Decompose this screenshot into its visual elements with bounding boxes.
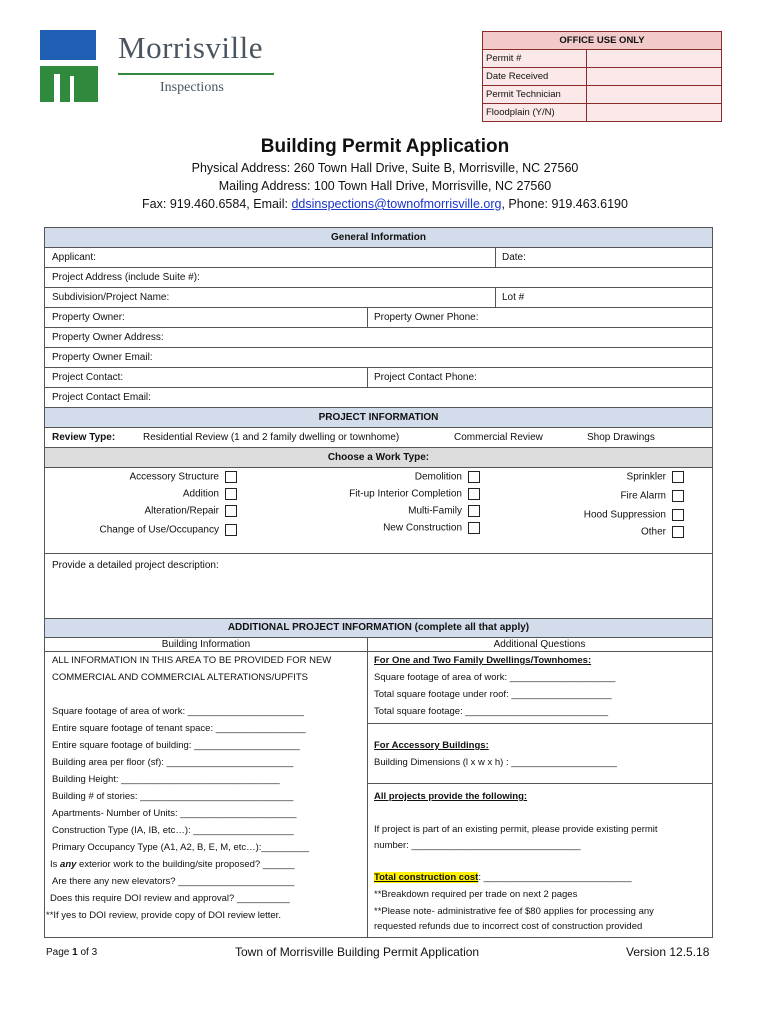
r-sq-work-field[interactable]: Square footage of area of work: ____________________ (374, 672, 616, 683)
checkbox[interactable] (672, 509, 684, 521)
work-label: Alteration/Repair (144, 505, 219, 517)
construction-cost-field[interactable] (374, 872, 632, 883)
contact-phone-field[interactable]: Project Contact Phone: (374, 372, 477, 383)
owner-phone-field[interactable]: Property Owner Phone: (374, 312, 479, 323)
applicant-row (45, 248, 712, 268)
additional-subheadings (45, 638, 712, 652)
physical-address: Physical Address: 260 Town Hall Drive, Suite B, Morrisville, NC 27560 (191, 161, 579, 175)
dimensions-field[interactable]: Building Dimensions (l x w x h) : ____________________ (374, 757, 617, 768)
accessory-heading: For Accessory Buildings: (374, 740, 489, 751)
work-label: Fit-up Interior Completion (349, 488, 462, 500)
logo-divider (118, 73, 274, 75)
work-label: Hood Suppression (583, 509, 666, 521)
page-number (46, 947, 97, 958)
logo-subtitle: Inspections (160, 80, 224, 95)
all-projects-heading: All projects provide the following: (374, 791, 528, 802)
footer-title: Town of Morrisville Building Permit Application (235, 945, 480, 959)
construction-cost-label: Total construction cost (374, 872, 479, 883)
checkbox[interactable] (225, 471, 237, 483)
mailing-address: Mailing Address: 100 Town Hall Drive, Morrisville, NC 27560 (218, 179, 552, 193)
fee-note: **Please note- administrative fee of $80 applies for processing any (374, 906, 654, 917)
sq-ft-work-field[interactable]: Square footage of area of work: ______________________ (52, 706, 304, 717)
owner-address-row (45, 328, 712, 348)
office-label: Permit Technician (483, 86, 587, 103)
work-label: Other (640, 526, 666, 538)
page-word: Page (46, 947, 73, 958)
checkbox[interactable] (672, 471, 684, 483)
project-info-heading: PROJECT INFORMATION (45, 408, 712, 428)
units-field[interactable]: Apartments- Number of Units: ______________________ (52, 808, 297, 819)
work-label: Fire Alarm (620, 490, 666, 502)
building-info-heading: Building Information (161, 639, 251, 650)
lot-field[interactable]: Lot # (502, 292, 525, 303)
checkbox[interactable] (468, 488, 480, 500)
building-sq-ft-field[interactable]: Entire square footage of building: ____________________ (52, 740, 300, 751)
work-type-options (45, 468, 712, 554)
one-two-family-heading: For One and Two Family Dwellings/Townhomes: (374, 655, 592, 666)
page-title: Building Permit Application (260, 136, 510, 157)
breakdown-note: **Breakdown required per trade on next 2 pages (374, 889, 578, 900)
review-residential-option[interactable]: Residential Review (1 and 2 family dwelling or townhome) (143, 432, 400, 443)
checkbox[interactable] (225, 505, 237, 517)
building-height-field[interactable]: Building Height: ______________________________ (52, 774, 280, 785)
permit-technician-field[interactable] (587, 86, 721, 103)
additional-questions-heading: Additional Questions (493, 639, 586, 650)
work-type-heading: Choose a Work Type: (45, 448, 712, 468)
checkbox[interactable] (468, 522, 480, 534)
email-link[interactable]: ddsinspections@townofmorrisville.org (291, 197, 502, 211)
contact-line (0, 197, 770, 211)
exterior-emphasis: any (60, 859, 77, 870)
checkbox[interactable] (468, 471, 480, 483)
subdivision-field[interactable]: Subdivision/Project Name: (52, 292, 170, 303)
left-intro: COMMERCIAL AND COMMERCIAL ALTERATIONS/UPFITS (52, 672, 309, 683)
contact-email-field[interactable]: Project Contact Email: (52, 392, 151, 403)
project-address-row (45, 268, 712, 288)
office-label: Permit # (483, 50, 587, 67)
general-info-heading: General Information (45, 228, 712, 248)
elevators-field[interactable]: Are there any new elevators? ______________________ (52, 876, 295, 887)
page-num: 1 (72, 947, 78, 958)
version-label: Version 12.5.18 (626, 945, 710, 959)
work-option[interactable] (620, 490, 684, 502)
work-label: Change of Use/Occupancy (99, 524, 219, 536)
property-owner-field[interactable]: Property Owner: (52, 312, 125, 323)
work-option[interactable] (641, 526, 684, 538)
office-use-heading: OFFICE USE ONLY (483, 32, 721, 50)
checkbox[interactable] (225, 488, 237, 500)
work-label: Demolition (414, 471, 462, 483)
owner-address-field[interactable]: Property Owner Address: (52, 332, 164, 343)
review-commercial-option[interactable]: Commercial Review (454, 432, 543, 443)
work-option[interactable] (130, 471, 237, 483)
checkbox[interactable] (468, 505, 480, 517)
fee-note-cont: requested refunds due to incorrect cost of construction provided (374, 921, 643, 932)
office-row-technician (483, 86, 721, 104)
floodplain-field[interactable] (587, 104, 721, 121)
office-row-floodplain (483, 104, 721, 121)
office-label: Floodplain (Y/N) (483, 104, 587, 121)
contact-email-row (45, 388, 712, 408)
additional-questions-panel (367, 652, 712, 937)
contact-row (45, 368, 712, 388)
office-row-date-received (483, 68, 721, 86)
work-label: Multi-Family (408, 505, 462, 517)
work-option[interactable] (584, 509, 684, 521)
review-shop-option[interactable]: Shop Drawings (587, 432, 655, 443)
permit-number-field[interactable] (587, 50, 721, 67)
owner-row (45, 308, 712, 328)
work-label: Sprinkler (626, 471, 666, 483)
work-label: Accessory Structure (129, 471, 219, 483)
work-option[interactable] (99, 524, 237, 536)
r-sq-total-field[interactable]: Total square footage: ___________________________ (374, 706, 609, 717)
work-option[interactable] (408, 505, 480, 517)
checkbox[interactable] (672, 526, 684, 538)
work-option[interactable] (383, 522, 480, 534)
permit-form (44, 227, 713, 938)
contact-prefix: Fax: 919.460.6584, Email: (142, 197, 292, 211)
checkbox[interactable] (225, 524, 237, 536)
date-received-field[interactable] (587, 68, 721, 85)
subdivision-row (45, 288, 712, 308)
checkbox[interactable] (672, 490, 684, 502)
work-option[interactable] (183, 488, 237, 500)
r-sq-roof-field[interactable]: Total square footage under roof: ___________________ (374, 689, 612, 700)
existing-permit-text: If project is part of an existing permit, please provide existing permit (374, 824, 658, 835)
construction-cost-blank: : ____________________________ (478, 872, 632, 883)
description-row (45, 554, 712, 619)
work-label: New Construction (383, 522, 462, 534)
office-row-permit (483, 50, 721, 68)
date-field[interactable]: Date: (502, 252, 526, 263)
exterior-post: exterior work to the building/site proposed? ______ (76, 859, 295, 870)
existing-permit-field[interactable]: number: ________________________________ (374, 840, 581, 851)
project-description-field[interactable]: Provide a detailed project description: (52, 560, 219, 571)
page-of: of 3 (77, 947, 98, 958)
building-info-panel (45, 652, 367, 937)
logo-mark-icon (38, 28, 118, 108)
contact-suffix: , Phone: 919.463.6190 (501, 197, 628, 211)
construction-type-field[interactable]: Construction Type (IA, IB, etc…): ___________________ (52, 825, 294, 836)
work-option[interactable] (145, 505, 237, 517)
office-use-box (482, 31, 722, 122)
review-type-label: Review Type: (52, 432, 116, 443)
applicant-field[interactable]: Applicant: (52, 252, 96, 263)
work-option[interactable] (627, 471, 684, 483)
doi-field[interactable]: Does this require DOI review and approval? __________ (50, 893, 290, 904)
additional-info-heading: ADDITIONAL PROJECT INFORMATION (complete all that apply) (45, 619, 712, 638)
work-option[interactable] (349, 488, 480, 500)
occupancy-type-field[interactable]: Primary Occupancy Type (A1, A2, B, E, M, etc…):_________ (52, 842, 309, 853)
exterior-work-field[interactable] (50, 859, 295, 870)
exterior-pre: Is (50, 859, 61, 870)
owner-email-field[interactable]: Property Owner Email: (52, 352, 153, 363)
project-address-field[interactable]: Project Address (include Suite #): (52, 272, 200, 283)
work-label: Addition (182, 488, 219, 500)
work-option[interactable] (415, 471, 480, 483)
stories-field[interactable]: Building # of stories: _____________________________ (52, 791, 294, 802)
tenant-space-field[interactable]: Entire square footage of tenant space: _________________ (52, 723, 306, 734)
project-contact-field[interactable]: Project Contact: (52, 372, 124, 383)
logo-name: Morrisville (118, 30, 263, 65)
area-per-floor-field[interactable]: Building area per floor (sf): ________________________ (52, 757, 294, 768)
owner-email-row (45, 348, 712, 368)
left-intro: ALL INFORMATION IN THIS AREA TO BE PROVIDED FOR NEW (52, 655, 332, 666)
office-label: Date Received (483, 68, 587, 85)
review-type-row (45, 428, 712, 448)
doi-note: **If yes to DOI review, provide copy of DOI review letter. (46, 910, 281, 921)
